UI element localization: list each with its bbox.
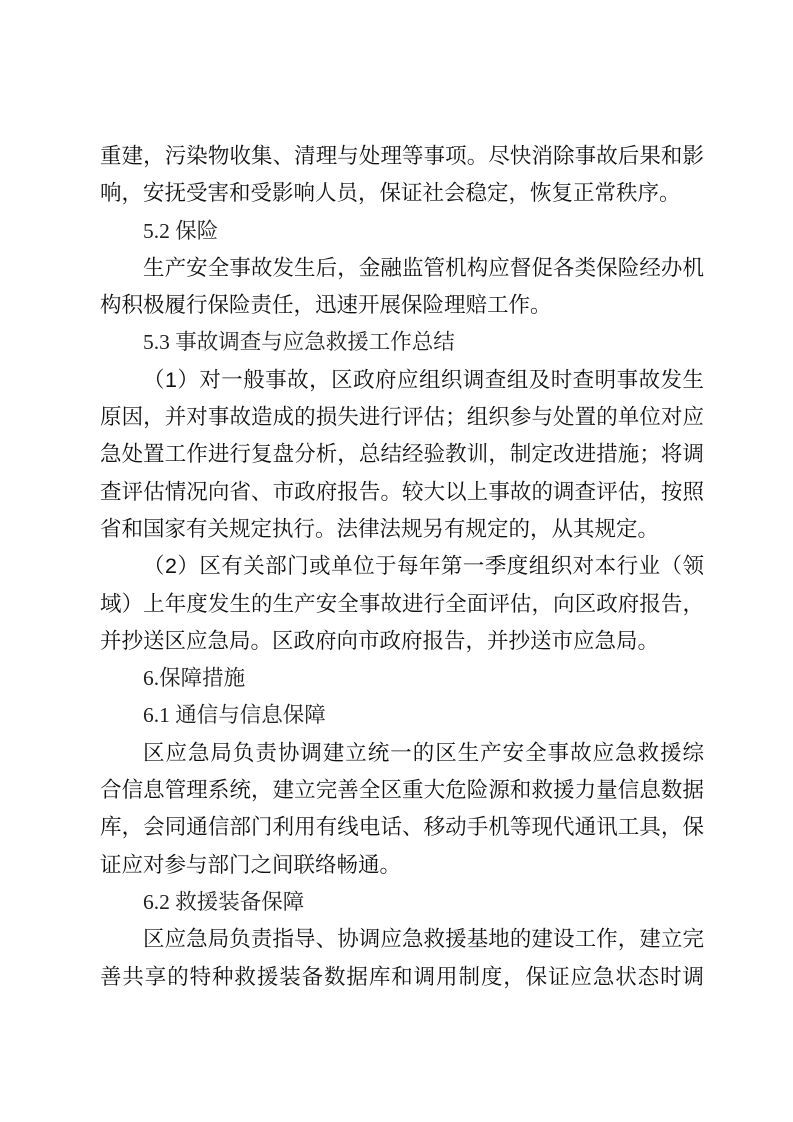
paragraph-5-3-2 bbox=[100, 548, 704, 660]
text-line: 善共享的特种救援装备数据库和调用制度，保证应急状态时调 bbox=[100, 964, 704, 989]
heading-5-3: 5.3 事故调查与应急救援工作总结 bbox=[143, 330, 455, 355]
text-line: 原因，并对事故造成的损失进行评估；组织参与处置的单位对应 bbox=[100, 405, 704, 430]
heading-6-1: 6.1 通信与信息保障 bbox=[143, 703, 326, 728]
paragraph-continued bbox=[100, 138, 704, 213]
text-line: 重建，污染物收集、清理与处理等事项。尽快消除事故后果和影 bbox=[100, 144, 704, 168]
text-line: （2）区有关部门或单位于每年第一季度组织对本行业（领 bbox=[143, 554, 704, 579]
text-line: 查评估情况向省、市政府报告。较大以上事故的调查评估，按照 bbox=[100, 479, 704, 504]
text-line: 区应急局负责指导、协调应急救援基地的建设工作，建立完 bbox=[143, 927, 704, 952]
text-line: 库，会同通信部门利用有线电话、移动手机等现代通讯工具，保 bbox=[100, 815, 704, 840]
heading-5-2: 5.2 保险 bbox=[143, 218, 219, 243]
text-line: 并抄送区应急局。区政府向市政府报告，并抄送市应急局。 bbox=[100, 628, 660, 653]
paragraph-5-3-1 bbox=[100, 362, 704, 548]
heading-6-2: 6.2 救援装备保障 bbox=[143, 889, 305, 914]
paragraph-6-1 bbox=[100, 735, 704, 884]
paragraph-6-2 bbox=[100, 921, 704, 996]
text-line: 省和国家有关规定执行。法律法规另有规定的，从其规定。 bbox=[100, 516, 660, 541]
text-line: 区应急局负责协调建立统一的区生产安全事故应急救援综 bbox=[143, 740, 704, 765]
document-page bbox=[100, 138, 704, 996]
text-line: （1）对一般事故，区政府应组织调查组及时查明事故发生 bbox=[143, 367, 704, 392]
text-line: 域）上年度发生的生产安全事故进行全面评估，向区政府报告， bbox=[100, 591, 704, 616]
text-line: 合信息管理系统，建立完善全区重大危险源和救援力量信息数据 bbox=[100, 778, 704, 803]
text-line: 构积极履行保险责任，迅速开展保险理赔工作。 bbox=[100, 293, 552, 318]
paragraph-insurance bbox=[100, 250, 704, 325]
text-line: 生产安全事故发生后，金融监管机构应督促各类保险经办机 bbox=[143, 255, 704, 280]
text-line: 响，安抚受害和受影响人员，保证社会稳定，恢复正常秩序。 bbox=[100, 181, 681, 206]
heading-6: 6.保障措施 bbox=[143, 666, 246, 691]
text-line: 证应对参与部门之间联络畅通。 bbox=[100, 852, 402, 877]
text-line: 急处置工作进行复盘分析，总结经验教训，制定改进措施；将调 bbox=[100, 442, 704, 467]
